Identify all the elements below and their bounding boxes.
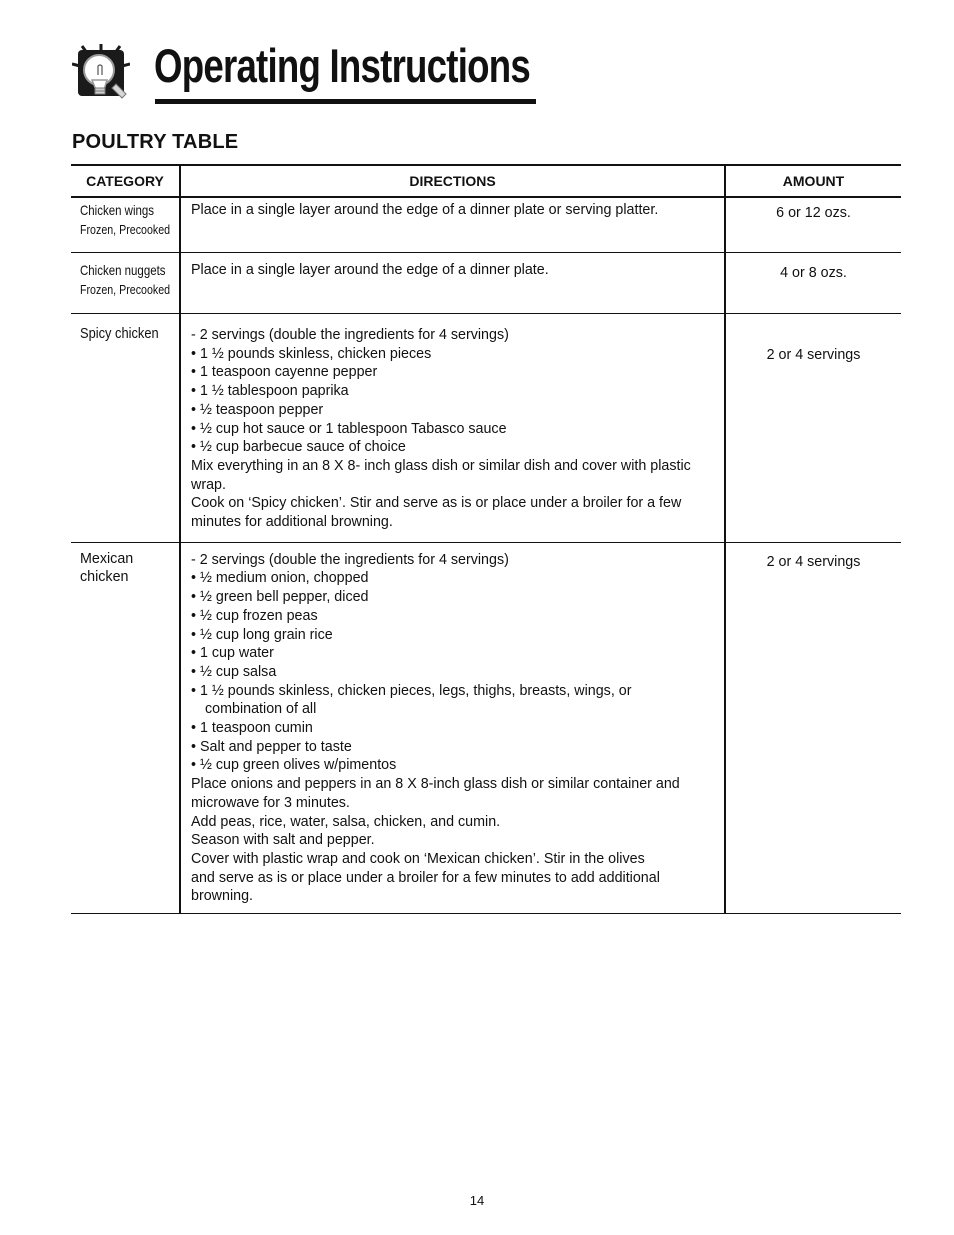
direction-line: • ½ cup salsa bbox=[191, 663, 277, 680]
direction-line: Season with salt and pepper. bbox=[191, 832, 375, 849]
table-row bbox=[71, 314, 901, 543]
direction-line: • ½ cup frozen peas bbox=[191, 607, 318, 624]
directions-cell bbox=[180, 197, 725, 253]
category-cell bbox=[71, 314, 180, 543]
page-number: 14 bbox=[469, 1193, 485, 1208]
direction-line: • ½ medium onion, chopped bbox=[191, 570, 369, 587]
direction-line: • ½ cup barbecue sauce of choice bbox=[191, 439, 406, 456]
category-cell bbox=[71, 253, 180, 314]
direction-line: - 2 servings (double the ingredients for 4 servings) bbox=[191, 327, 509, 343]
amount-cell: 2 or 4 servings bbox=[725, 314, 901, 543]
table-row bbox=[71, 253, 901, 314]
category-subtitle: Frozen, Precooked bbox=[80, 282, 171, 297]
category-name: Mexican chicken bbox=[80, 550, 134, 586]
direction-line: • 1 cup water bbox=[191, 645, 274, 662]
directions-cell bbox=[180, 542, 725, 913]
title-underline bbox=[155, 99, 536, 104]
table-row bbox=[71, 197, 901, 253]
directions-cell bbox=[180, 253, 725, 314]
directions-cell bbox=[180, 314, 725, 543]
section-title: POULTRY TABLE bbox=[72, 131, 239, 153]
direction-line: Place onions and peppers in an 8 X 8-inch glass dish or similar container and microwave for 3 minutes. bbox=[191, 776, 684, 811]
page-title: Operating Instructions bbox=[154, 39, 530, 92]
direction-line: combination of all bbox=[205, 701, 317, 718]
direction-line: Add peas, rice, water, salsa, chicken, and cumin. bbox=[191, 813, 501, 830]
column-header-category: CATEGORY bbox=[71, 165, 180, 197]
direction-line: Place in a single layer around the edge of a dinner plate or serving platter. bbox=[191, 202, 659, 218]
amount-cell: 4 or 8 ozs. bbox=[725, 253, 901, 314]
lightbulb-icon bbox=[72, 44, 130, 102]
column-header-amount: AMOUNT bbox=[725, 165, 901, 197]
amount-cell: 2 or 4 servings bbox=[725, 542, 901, 913]
direction-line: • ½ green bell pepper, diced bbox=[191, 589, 369, 606]
direction-line: • 1 ½ pounds skinless, chicken pieces, legs, thighs, breasts, wings, or bbox=[191, 682, 632, 699]
direction-line: • 1 ½ pounds skinless, chicken pieces bbox=[191, 345, 432, 362]
direction-line: • 1 teaspoon cumin bbox=[191, 720, 313, 737]
table-row bbox=[71, 542, 901, 913]
category-name: Spicy chicken bbox=[80, 326, 159, 342]
direction-line: • ½ teaspoon pepper bbox=[191, 401, 324, 418]
category-cell bbox=[71, 197, 180, 253]
direction-line: • ½ cup green olives w/pimentos bbox=[191, 757, 397, 774]
direction-line: Mix everything in an 8 X 8- inch glass dish or similar dish and cover with plastic wrap. bbox=[191, 457, 695, 493]
direction-line: • 1 ½ tablespoon paprika bbox=[191, 383, 349, 400]
category-name: Chicken wings bbox=[80, 202, 155, 218]
direction-line: • ½ cup hot sauce or 1 tablespoon Tabasco sauce bbox=[191, 420, 507, 437]
category-cell bbox=[71, 542, 180, 913]
amount-cell: 6 or 12 ozs. bbox=[725, 197, 901, 253]
direction-line: • Salt and pepper to taste bbox=[191, 738, 352, 755]
category-subtitle: Frozen, Precooked bbox=[80, 222, 171, 237]
direction-line: Cook on ‘Spicy chicken’. Stir and serve as is or place under a broiler for a few minutes for additional browning. bbox=[191, 495, 686, 531]
direction-line: Cover with plastic wrap and cook on ‘Mexican chicken’. Stir in the olives bbox=[191, 850, 645, 867]
direction-line: • ½ cup long grain rice bbox=[191, 626, 333, 643]
category-name: Chicken nuggets bbox=[80, 262, 166, 278]
column-header-directions: DIRECTIONS bbox=[180, 165, 725, 197]
direction-line: and serve as is or place under a broiler for a few minutes to add additional browning. bbox=[191, 869, 664, 905]
direction-line: • 1 teaspoon cayenne pepper bbox=[191, 364, 378, 381]
direction-line: - 2 servings (double the ingredients for 4 servings) bbox=[191, 551, 509, 568]
direction-line: Place in a single layer around the edge of a dinner plate. bbox=[191, 262, 549, 278]
table-header-row bbox=[71, 165, 901, 197]
page-header bbox=[72, 40, 542, 110]
poultry-table bbox=[71, 164, 901, 914]
